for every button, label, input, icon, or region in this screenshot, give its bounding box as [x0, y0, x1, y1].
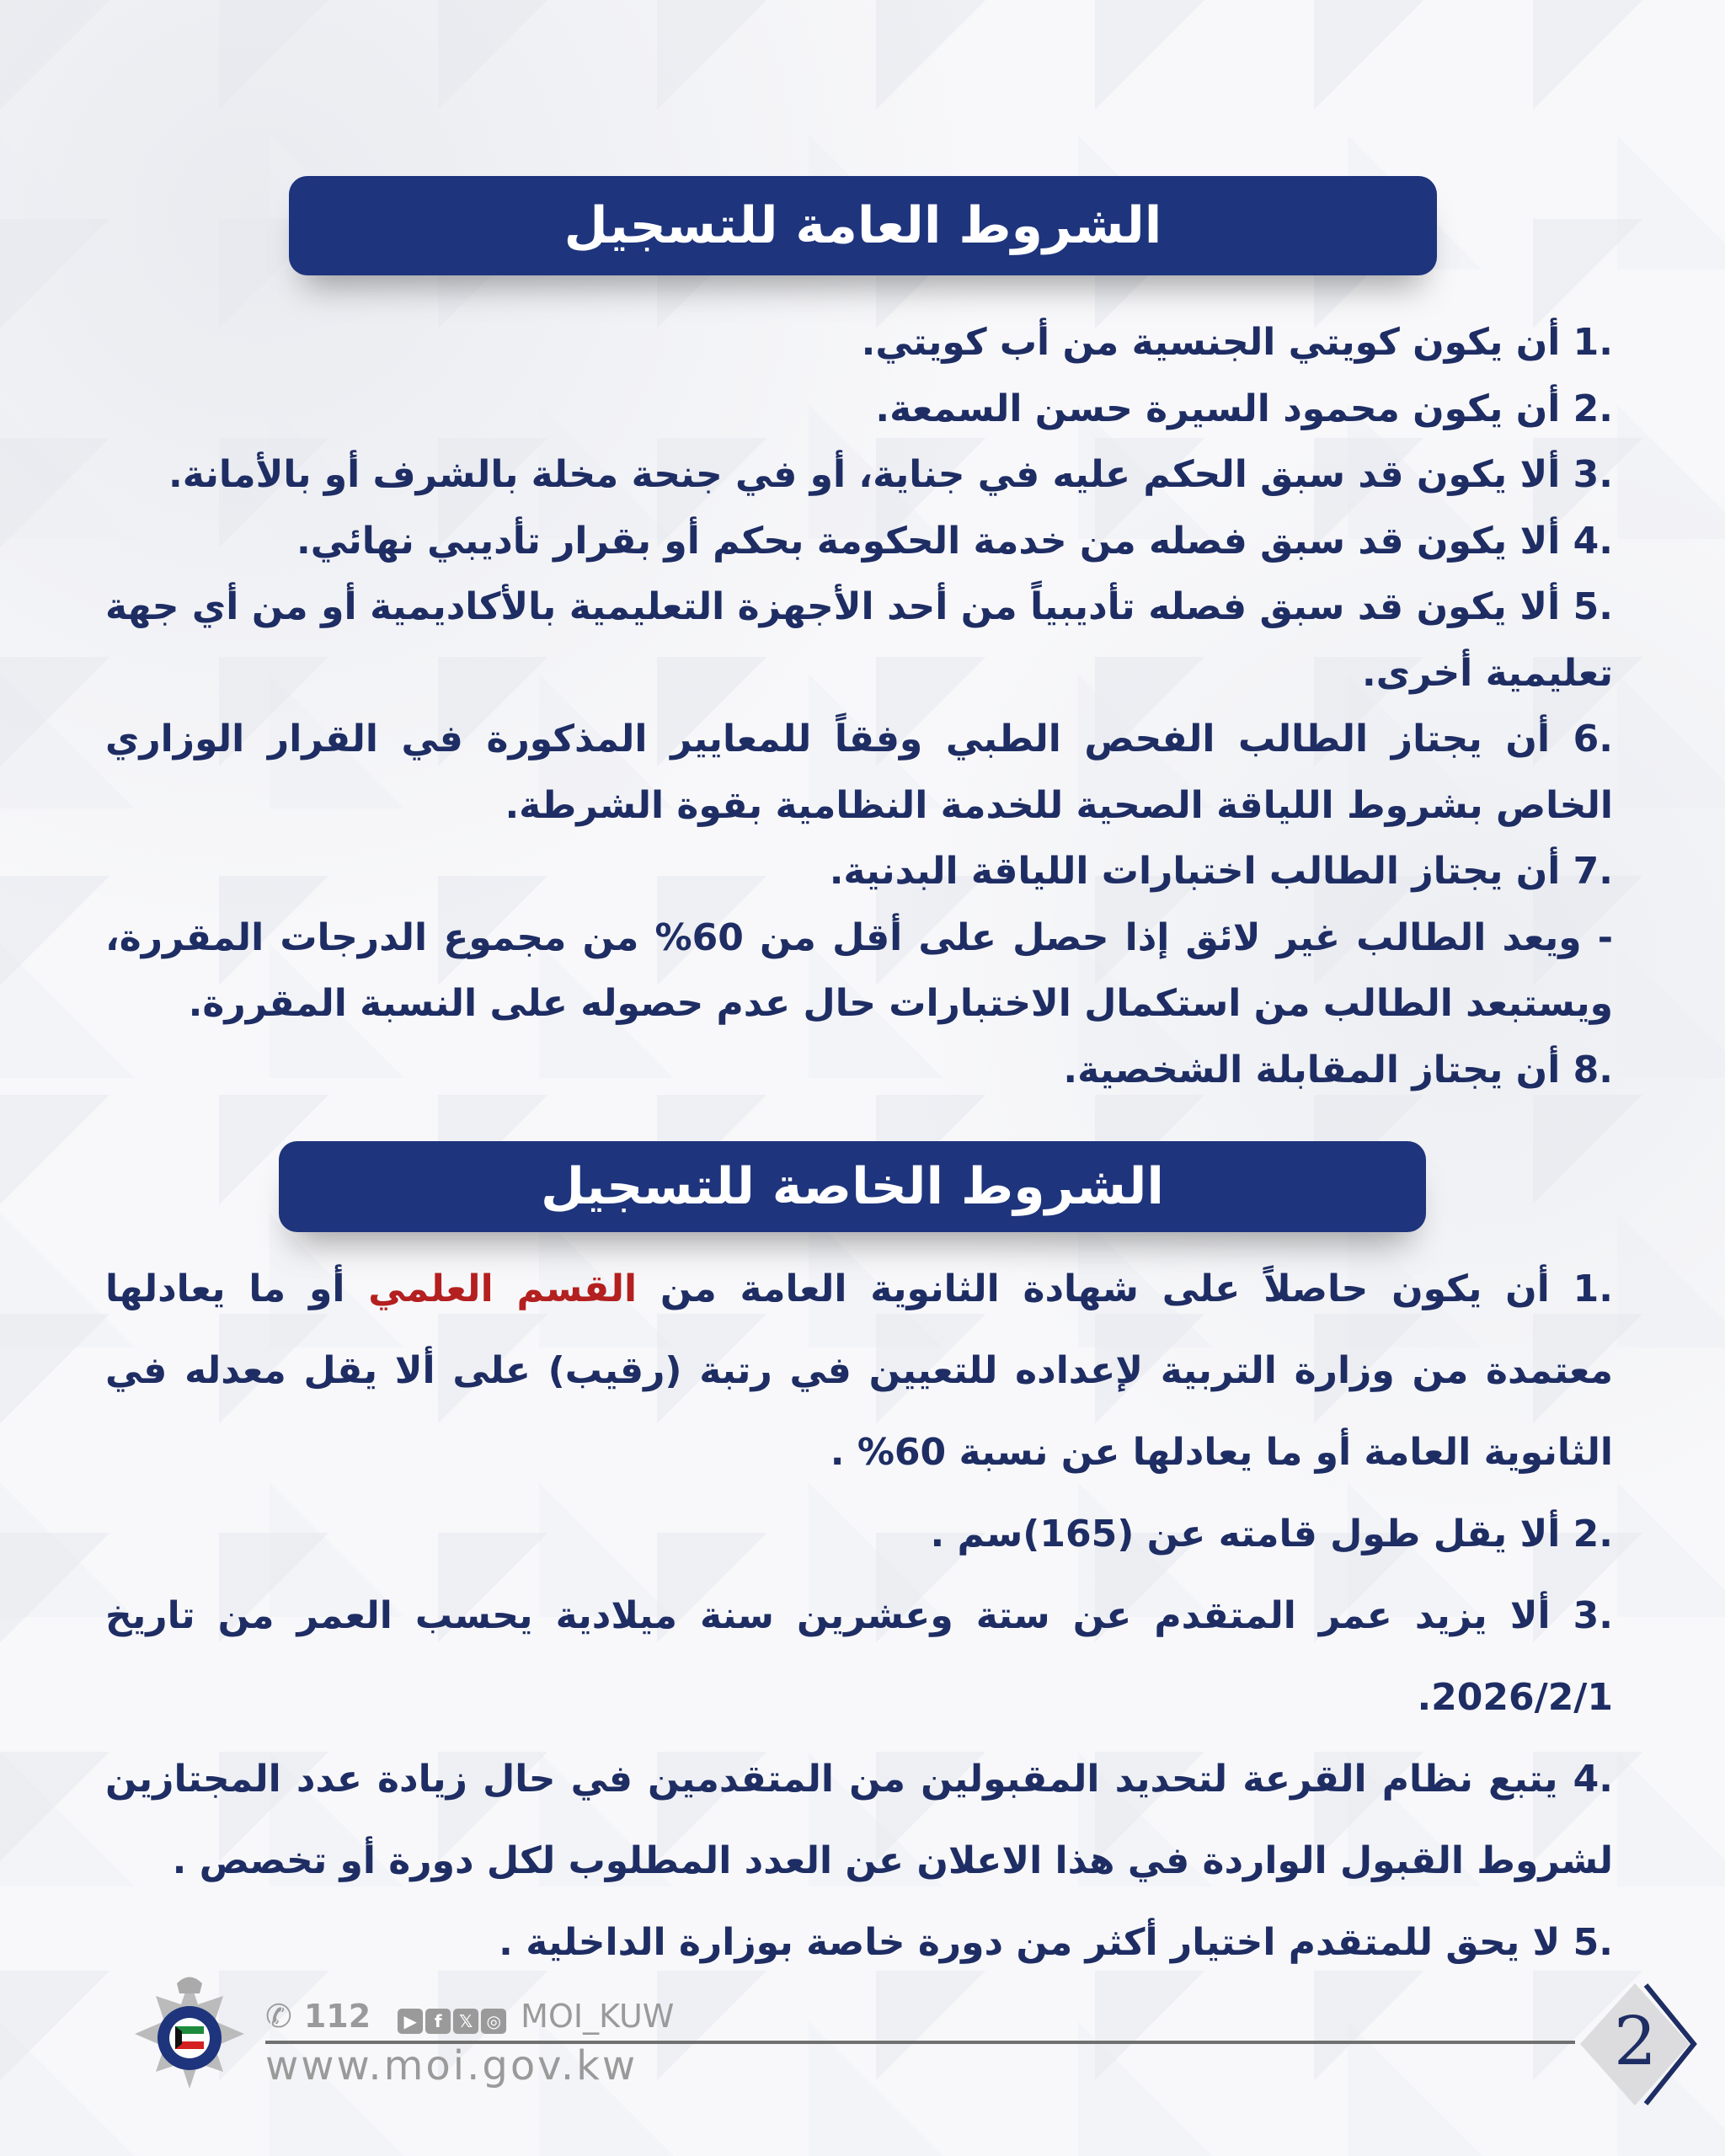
- item-number: 1.: [1573, 321, 1613, 364]
- item-number: 4.: [1573, 519, 1613, 563]
- item-text: لا يحق للمتقدم اختيار أكثر من دورة خاصة بوزارة الداخلية .: [499, 1921, 1561, 1964]
- contact-row: [265, 1998, 674, 2035]
- youtube-icon[interactable]: ▶: [398, 2009, 423, 2034]
- item-number: 3.: [1573, 453, 1613, 496]
- kuwait-police-logo: [126, 1971, 253, 2097]
- list-item-note: [105, 905, 1613, 1038]
- item-number: 6.: [1573, 718, 1614, 760]
- item-text: أن يكون محمود السيرة حسن السمعة.: [875, 387, 1561, 430]
- list-item: [105, 707, 1613, 839]
- item-text: ألا يكون قد سبق فصله من خدمة الحكومة بحكم أو بقرار تأديبي نهائي.: [296, 519, 1561, 563]
- item-number: 5.: [1573, 585, 1614, 628]
- item-text: ويعد الطالب غير لائق إذا حصل على أقل من 60% من مجموع الدرجات المقررة، ويستبعد الطالب من استكمال الاختبارات حال عدم حصوله على النسبة المقررة.: [105, 915, 1613, 1025]
- x-icon[interactable]: 𝕏: [453, 2009, 478, 2034]
- list-item: [105, 839, 1613, 905]
- item-text: ألا يكون قد سبق الحكم عليه في جناية، أو في جنحة مخلة بالشرف أو بالأمانة.: [168, 453, 1561, 496]
- item-number: 5.: [1573, 1921, 1613, 1964]
- item-text: أو ما يعادلها معتمدة من وزارة التربية لإعداده للتعيين في رتبة (رقيب) على ألا يقل معدله في الثانوية العامة أو ما يعادلها عن نسبة 60% .: [105, 1267, 1613, 1474]
- item-text: أن يجتاز المقابلة الشخصية.: [1063, 1048, 1561, 1091]
- item-number: 7.: [1573, 850, 1613, 893]
- social-icons: [398, 1998, 509, 2035]
- list-item: [105, 1493, 1613, 1575]
- page-number: 2: [1614, 2002, 1657, 2080]
- special-conditions-banner: [279, 1141, 1426, 1232]
- item-number: 8.: [1573, 1048, 1613, 1091]
- item-text: أن يكون كويتي الجنسية من أب كويتي.: [861, 321, 1561, 364]
- phone-number[interactable]: 112: [303, 1998, 371, 2035]
- general-conditions-list: [105, 310, 1613, 1103]
- website-link[interactable]: www.moi.gov.kw: [265, 2042, 638, 2089]
- general-conditions-title: الشروط العامة للتسجيل: [563, 196, 1162, 255]
- list-item: [105, 574, 1613, 707]
- social-handle[interactable]: MOI_KUW: [521, 1998, 675, 2035]
- list-item: [105, 442, 1613, 509]
- list-item: [105, 1575, 1613, 1738]
- list-item: [105, 310, 1613, 376]
- page-indicator: [1572, 1983, 1698, 2105]
- special-conditions-list: [105, 1248, 1613, 1983]
- list-item: [105, 1038, 1613, 1104]
- item-number: 2.: [1573, 1513, 1613, 1556]
- item-text: أن يجتاز الطالب اختبارات اللياقة البدنية.: [829, 850, 1561, 893]
- instagram-icon[interactable]: ◎: [481, 2009, 506, 2034]
- list-item: [105, 1902, 1613, 1983]
- item-text: ألا يقل طول قامته عن (165)سم .: [930, 1513, 1561, 1556]
- list-item: [105, 376, 1613, 443]
- item-text: ألا يكون قد سبق فصله تأديبياً من أحد الأجهزة التعليمية بالأكاديمية أو من أي جهة تعليمية أخرى.: [105, 585, 1613, 695]
- item-text: أن يجتاز الطالب الفحص الطبي وفقاً للمعايير المذكورة في القرار الوزاري الخاص بشروط اللياقة الصحية للخدمة النظامية بقوة الشرطة.: [105, 718, 1613, 827]
- facebook-icon[interactable]: f: [425, 2009, 451, 2034]
- item-text: أن يكون حاصلاً على شهادة الثانوية العامة من: [637, 1267, 1550, 1310]
- item-number: 1.: [1573, 1267, 1613, 1310]
- general-conditions-banner: [289, 176, 1437, 275]
- list-item: [105, 1738, 1613, 1902]
- item-text: يتبع نظام القرعة لتحديد المقبولين من المتقدمين في حال زيادة عدد المجتازين لشروط القبول الواردة في هذا الاعلان عن العدد المطلوب لكل دورة أو تخصص .: [105, 1758, 1613, 1882]
- phone-icon: ✆: [265, 1998, 292, 2035]
- item-bullet: -: [1597, 915, 1614, 959]
- item-text: ألا يزيد عمر المتقدم عن ستة وعشرين سنة ميلادية يحسب العمر من تاريخ 2026/2/1.: [105, 1594, 1613, 1719]
- list-item: [105, 509, 1613, 575]
- item-number: 2.: [1573, 387, 1613, 430]
- item-number: 4.: [1573, 1758, 1613, 1801]
- highlighted-text: القسم العلمي: [368, 1267, 638, 1310]
- list-item: [105, 1248, 1613, 1493]
- item-number: 3.: [1573, 1594, 1613, 1637]
- special-conditions-title: الشروط الخاصة للتسجيل: [541, 1157, 1164, 1216]
